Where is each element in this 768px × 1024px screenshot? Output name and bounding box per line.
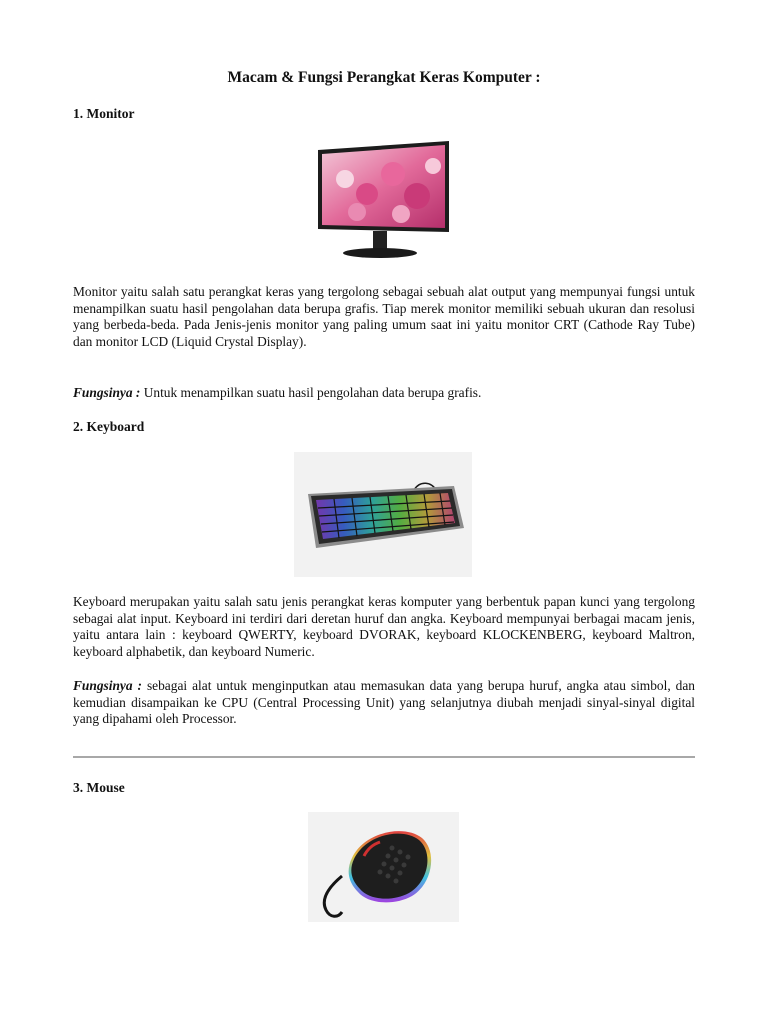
mouse-image: [308, 812, 459, 922]
document-title: Macam & Fungsi Perangkat Keras Komputer :: [227, 69, 541, 86]
monitor-function-label: Fungsinya :: [73, 385, 141, 400]
keyboard-description: Keyboard merupakan yaitu salah satu jenis perangkat keras komputer yang berbentuk papan kunci yang tergolong sebagai alat input. Keyboard ini terdiri dari deretan huruf dan angka. Keyboard mempunyai berbagai macam jenis, yaitu antara lain : keyboard QWERTY, keyboard DVORAK, keyboard KLOCKENBERG, keyboard Maltron, keyboard alphabetik, dan keyboard Numeric.: [73, 594, 695, 659]
heading-mouse: 3. Mouse: [73, 780, 125, 795]
keyboard-image: [294, 452, 472, 577]
monitor-image: [305, 134, 455, 262]
monitor-description: Monitor yaitu salah satu perangkat keras yang tergolong sebagai sebuah alat output yang mempunyai fungsi untuk menampilkan suatu hasil pengolahan data berupa grafis. Tiap merek monitor memiliki sebuah ukuran dan resolusi yang berbeda-beda. Pada Jenis-jenis monitor yang paling umum saat ini yaitu monitor CRT (Cathode Ray Tube) dan monitor LCD (Liquid Crystal Display).: [73, 284, 695, 349]
keyboard-function: [73, 678, 695, 728]
monitor-function: [73, 385, 695, 402]
keyboard-function-label: Fungsinya :: [73, 678, 142, 693]
heading-keyboard: 2. Keyboard: [73, 419, 145, 434]
heading-monitor: 1. Monitor: [73, 106, 135, 121]
keyboard-function-text: sebagai alat untuk menginputkan atau memasukan data yang berupa huruf, angka atau simbol, dan kemudian disampaikan ke CPU (Central Processing Unit) yang selanjutnya diubah menjadi sinyal-sinyal digital yang dipahami oleh Processor.: [73, 678, 695, 726]
section-divider: [73, 756, 695, 758]
monitor-function-text: Untuk menampilkan suatu hasil pengolahan data berupa grafis.: [140, 385, 482, 400]
